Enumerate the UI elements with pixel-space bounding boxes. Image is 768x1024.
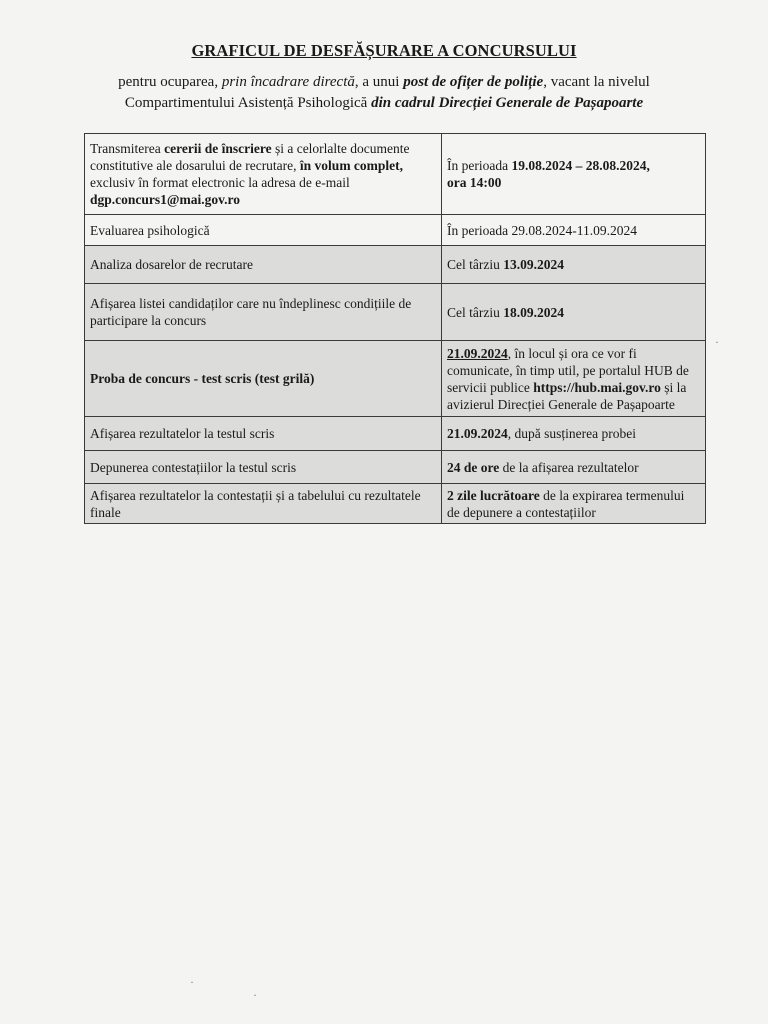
activity-cell: Afișarea listei candidaților care nu îndeplinesc condițiile de participare la concurs xyxy=(85,284,442,341)
term-cell xyxy=(442,417,706,451)
cell-text: În perioada xyxy=(447,158,512,173)
cell-bold: 21.09.2024 xyxy=(447,426,508,441)
cell-text: , după susținerea probei xyxy=(507,426,636,441)
subtitle-text: , vacant la nivelul xyxy=(543,74,650,90)
table-row xyxy=(85,134,706,215)
cell-bold: 13.09.2024 xyxy=(503,257,564,272)
cell-bold: 18.09.2024 xyxy=(503,304,564,320)
term-cell xyxy=(442,134,706,215)
cell-bold: în volum complet, xyxy=(299,158,404,173)
cell-bold: ora 14:00 xyxy=(447,175,502,190)
schedule-table xyxy=(84,133,706,524)
table-row xyxy=(85,246,706,284)
activity-cell: Evaluarea psihologică xyxy=(85,215,442,246)
cell-bold-underlined: 21.09.2024 xyxy=(447,345,508,361)
subtitle-bold-italic: post de ofițer de poliție xyxy=(403,74,544,90)
cell-text: Cel târziu xyxy=(447,304,504,320)
portal-url: https://hub.mai.gov.ro xyxy=(533,379,661,395)
subtitle-bold-italic: din cadrul Direcției Generale de Pașapoarte xyxy=(371,95,644,111)
cell-text: Transmiterea xyxy=(90,141,165,156)
subtitle-italic: prin încadrare directă xyxy=(221,74,355,90)
subtitle-line-1 xyxy=(60,72,708,93)
scan-speck: · xyxy=(190,975,194,989)
subtitle-text: pentru ocuparea, xyxy=(118,74,222,90)
term-cell xyxy=(442,341,706,417)
cell-bold: 24 de ore xyxy=(447,459,500,475)
subtitle-text: Compartimentului Asistență Psihologică xyxy=(124,95,372,111)
cell-text: și la avizierul Direcției Generale de Pașapoarte xyxy=(447,379,687,412)
cell-bold: 19.08.2024 – 28.08.2024, xyxy=(511,158,650,173)
scan-speck: · xyxy=(253,988,257,1002)
activity-cell: Depunerea contestațiilor la testul scris xyxy=(85,451,442,484)
cell-bold: 2 zile lucrătoare xyxy=(447,487,540,503)
table-row xyxy=(85,284,706,341)
term-cell: În perioada 29.08.2024-11.09.2024 xyxy=(442,215,706,246)
table-row xyxy=(85,417,706,451)
document-subtitle xyxy=(60,72,708,114)
table-row xyxy=(85,484,706,524)
activity-cell: Afișarea rezultatelor la contestații și a tabelului cu rezultatele finale xyxy=(85,484,442,524)
term-cell xyxy=(442,484,706,524)
cell-text: Cel târziu xyxy=(447,257,504,272)
scan-speck: · xyxy=(715,335,719,349)
table-row xyxy=(85,341,706,417)
table-row xyxy=(85,451,706,484)
subtitle-text: , a unui xyxy=(354,74,404,90)
table-row xyxy=(85,215,706,246)
cell-text: exclusiv în format electronic la adresa de e-mail xyxy=(90,175,350,190)
subtitle-line-2 xyxy=(60,93,708,114)
cell-text: de la expirarea termenului de depunere a contestațiilor xyxy=(447,487,685,520)
activity-cell: Analiza dosarelor de recrutare xyxy=(85,246,442,284)
cell-text: , în locul și ora ce vor fi comunicate, în timp util, pe portalul HUB de servicii publice xyxy=(447,345,689,395)
activity-cell xyxy=(85,134,442,215)
term-cell xyxy=(442,284,706,341)
document-title: GRAFICUL DE DESFĂȘURARE A CONCURSULUI xyxy=(191,41,577,60)
email-address: dgp.concurs1@mai.gov.ro xyxy=(90,192,240,207)
cell-text: și a celorlalte documente constitutive ale dosarului de recrutare, xyxy=(90,141,410,173)
activity-cell: Afișarea rezultatelor la testul scris xyxy=(85,417,442,451)
cell-bold: cererii de înscriere xyxy=(164,141,272,156)
cell-bold: Proba de concurs - test scris (test grilă) xyxy=(90,371,315,386)
term-cell xyxy=(442,451,706,484)
term-cell xyxy=(442,246,706,284)
activity-cell xyxy=(85,341,442,417)
cell-text: de la afișarea rezultatelor xyxy=(499,459,639,475)
